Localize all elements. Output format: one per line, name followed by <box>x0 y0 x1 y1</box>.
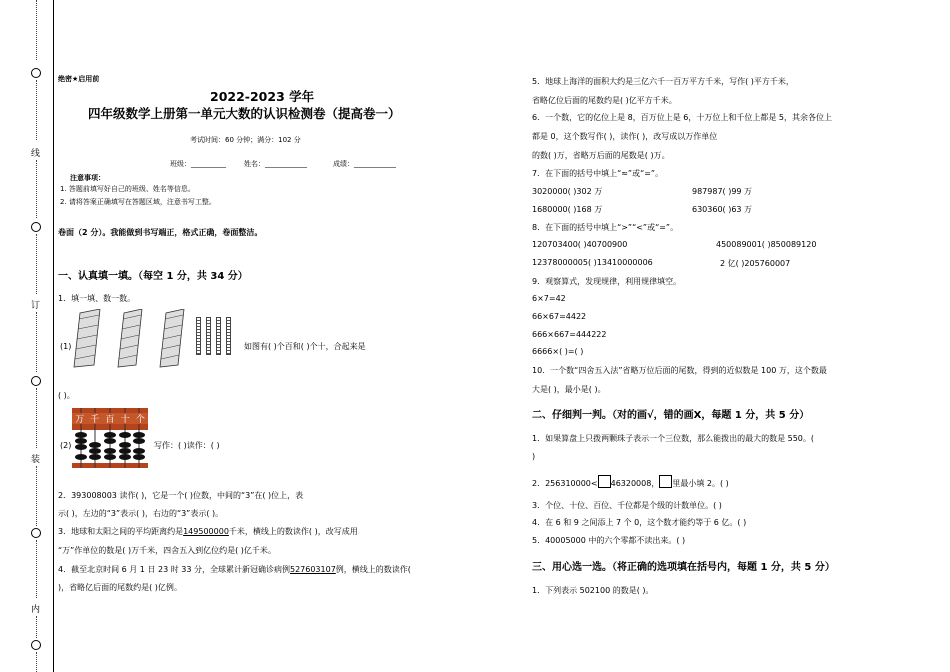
binding-char-order: 订 <box>31 301 41 311</box>
tens-rod <box>206 317 211 355</box>
abacus-label: 个 <box>135 415 145 425</box>
binding-rule <box>53 0 54 672</box>
class-field[interactable]: 班级：__________ <box>170 160 226 168</box>
judge-q3: 3．个位、十位、百位、千位都是个级的计数单位。( ) <box>532 501 722 510</box>
binding-char-line: 线 <box>31 149 41 159</box>
judge-q1-line2: ) <box>532 452 536 461</box>
tens-rod <box>196 317 201 355</box>
q1-1-text: 如图有( )个百和( )个十，合起来是 <box>244 342 366 351</box>
q3-text: 3．地球和太阳之间的平均距离约是 <box>58 527 184 536</box>
blank-box[interactable] <box>598 475 611 488</box>
cut-line <box>36 616 39 638</box>
binding-hole <box>31 640 41 650</box>
judge-q2 <box>532 475 729 489</box>
cut-line <box>36 80 39 140</box>
binding-hole <box>31 528 41 538</box>
q1-2-label: (2) <box>60 441 72 450</box>
q3-line2: “万”作单位的数是( )万千米，四舍五入到亿位约是( )亿千米。 <box>58 546 276 555</box>
cut-line <box>36 540 39 598</box>
abacus-label: 十 <box>120 415 130 425</box>
q8-item: 120703400( )40700900 <box>532 240 628 249</box>
q9-item: 6666×( )=( ) <box>532 347 584 356</box>
cut-line <box>36 388 39 448</box>
q8-item: 12378000005( )13410000006 <box>532 258 653 267</box>
notes-heading: 注意事项： <box>70 174 105 182</box>
cut-line <box>36 0 39 60</box>
binding-hole <box>31 222 41 232</box>
q6-line1: 6．一个数，它的亿位上是 8，百万位上是 6，十万位上和千位上都是 5，其余各位上 <box>532 113 832 122</box>
q6-line3: 的数( )万，省略万后面的尾数是( )万。 <box>532 151 670 160</box>
q3-number: 149500000 <box>183 527 229 536</box>
note-item: 1. 答题前填写好自己的班级、姓名等信息。 <box>60 185 195 193</box>
abacus-label: 百 <box>105 415 115 425</box>
q4-text: 例，横线上的数读作( <box>335 565 411 574</box>
section3-title: 三、用心选一选。（将正确的选项填在括号内，每题 1 分，共 5 分） <box>532 562 835 573</box>
cut-line <box>36 160 39 218</box>
cut-line <box>36 652 39 672</box>
q2-line1: 2．393008003 读作( )，它是一个( )位数，中间的“3”在( )位上，表 <box>58 491 304 500</box>
cut-line <box>36 312 39 372</box>
q4-number: 527603107 <box>289 565 336 574</box>
blank-box[interactable] <box>659 475 672 488</box>
q5-line2: 省略亿位后面的尾数约是( )亿平方千米。 <box>532 96 677 105</box>
binding-char-bind: 装 <box>31 455 41 465</box>
q9-item: 6×7=42 <box>532 294 566 303</box>
name-field[interactable]: 姓名：____________ <box>244 160 307 168</box>
abacus-image <box>72 408 148 468</box>
q9-item: 66×67=4422 <box>532 312 587 321</box>
q8-stem: 8．在下面的括号中填上“>”“<”或“=”。 <box>532 223 679 232</box>
page-title: 四年级数学上册第一单元大数的认识检测卷（提高卷一） <box>88 106 401 121</box>
abacus-label: 千 <box>90 415 100 425</box>
abacus-label: 万 <box>75 415 85 425</box>
tens-rod <box>216 317 221 355</box>
q5-line1: 5．地球上海洋的面积大约是三亿六千一百万平方千米，写作( )平方千米， <box>532 77 794 86</box>
q7-stem: 7．在下面的括号中填上“≈”或“=”。 <box>532 169 664 178</box>
judge-q2-text: 46320008， <box>610 479 660 488</box>
q4-text: 4．截至北京时间 6 月 1 日 23 时 33 分，全球累计新冠确诊病例 <box>58 565 290 574</box>
secret-label: 绝密★启用前 <box>58 75 100 83</box>
q2-line2: 示( )，左边的“3”表示( )，右边的“3”表示( )。 <box>58 509 224 518</box>
judge-q2-text: 里最小填 2。( ) <box>672 479 729 488</box>
q1-1-label: (1) <box>60 342 72 351</box>
cut-line <box>36 466 39 526</box>
tens-rod <box>226 317 231 355</box>
q1-1-continuation: ( )。 <box>58 391 75 400</box>
q3-text: 千米，横线上的数读作( )，改写成用 <box>228 527 358 536</box>
exam-info: 考试时间：60 分钟；满分：102 分 <box>190 136 301 144</box>
q10-line1: 10．一个数“四舍五入法”省略万位后面的尾数，得到的近似数是 100 万，这个数最 <box>532 366 827 375</box>
q7-item: 987987( )99 万 <box>692 187 753 196</box>
q6-line2: 都是 0，这个数写作( )，读作( )，改写成以万作单位 <box>532 132 718 141</box>
binding-char-inner: 内 <box>31 605 41 615</box>
score-field[interactable]: 成绩：____________ <box>333 160 396 168</box>
q8-item: 2 亿( )205760007 <box>720 259 791 268</box>
q7-item: 1680000( )168 万 <box>532 205 603 214</box>
q9-stem: 9．观察算式，发现规律，利用规律填空。 <box>532 277 682 286</box>
judge-q5: 5．40005000 中的六个零都不读出来。( ) <box>532 536 686 545</box>
neatness-note: 卷面（2 分）。我能做到书写端正，格式正确，卷面整洁。 <box>58 228 263 237</box>
choice-q1: 1．下列表示 502100 的数是( )。 <box>532 586 654 595</box>
judge-q4: 4．在 6 和 9 之间添上 7 个 0，这个数才能约等于 6 亿。( ) <box>532 518 747 527</box>
q4-line1 <box>58 564 411 575</box>
judge-q1-line1: 1．如果算盘上只拨两颗珠子表示一个三位数，那么能拨出的最大的数是 550。( <box>532 434 815 443</box>
q7-item: 630360( )63 万 <box>692 205 753 214</box>
q9-item: 666×667=444222 <box>532 330 607 339</box>
q1-2-text: 写作：( )读作：( ) <box>154 441 220 450</box>
binding-hole <box>31 376 41 386</box>
q10-line2: 大是( )，最小是( )。 <box>532 385 606 394</box>
q8-item: 450089001( )850089120 <box>716 240 817 249</box>
q4-line2: )，省略亿后面的尾数约是( )亿例。 <box>58 583 182 592</box>
section1-title: 一、认真填一填。（每空 1 分，共 34 分） <box>58 271 248 282</box>
title-year: 2022-2023 学年 <box>210 89 315 104</box>
binding-hole <box>31 68 41 78</box>
q1-stem: 1．填一填、数一数。 <box>58 294 136 303</box>
q7-item: 3020000( )302 万 <box>532 187 603 196</box>
hundreds-flats <box>70 309 250 371</box>
note-item: 2. 请将答案正确填写在答题区域，注意书写工整。 <box>60 198 216 206</box>
q3-line1 <box>58 526 358 537</box>
judge-q2-text: 2．256310000< <box>532 479 598 488</box>
cut-line <box>36 234 39 294</box>
section2-title: 二、仔细判一判。（对的画√，错的画X，每题 1 分，共 5 分） <box>532 410 810 421</box>
